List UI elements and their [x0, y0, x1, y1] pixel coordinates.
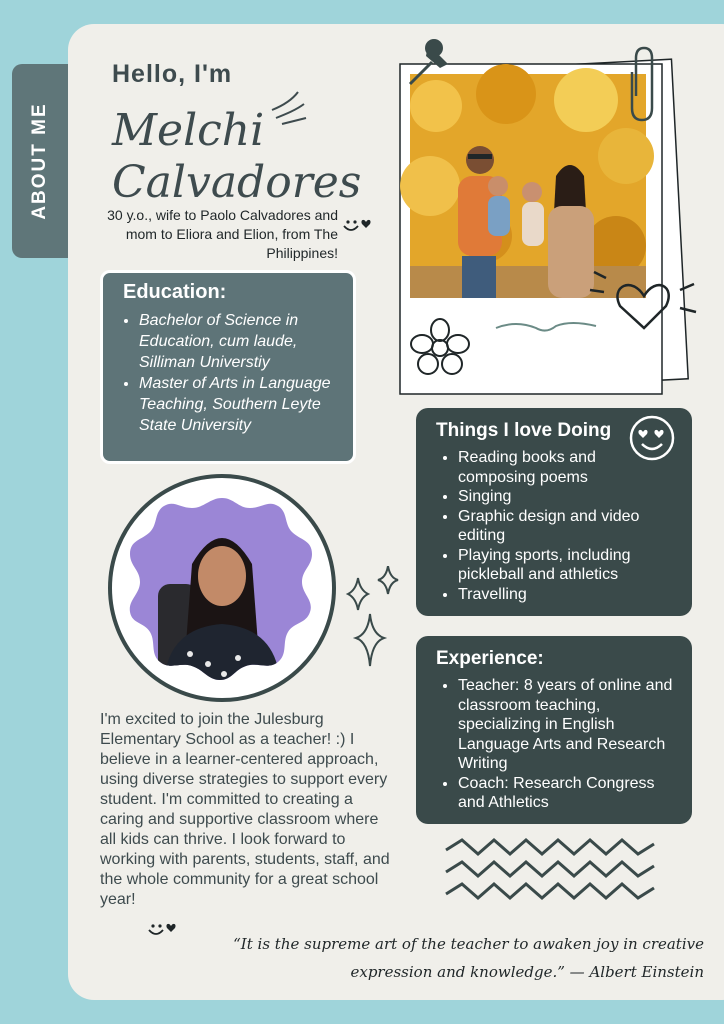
bio-paragraph: I'm excited to join the Julesburg Elementary School as a teacher! :) I believe in a learner-centered approach, using diverse strategies to support every student. I'm committed to creating a caring and supportive classroom where all kids can thrive. I look forward to working with parents, students, staff, and the whole community for a great school year! [100, 711, 390, 908]
things-item: • Playing sports, including pickleball and athletics [458, 546, 674, 585]
education-box [100, 270, 356, 464]
things-list [436, 448, 674, 604]
education-title: Education: [123, 281, 227, 303]
last-name: Calvadores [112, 157, 362, 208]
things-item: • Travelling [458, 585, 674, 605]
experience-item: • Coach: Research Congress and Athletics [458, 774, 674, 813]
about-me-label: ABOUT ME [29, 102, 50, 220]
intro-text: 30 y.o., wife to Paolo Calvadores and mom to Eliora and Elion, from The Philippines! [107, 207, 338, 261]
einstein-quote: “It is the supreme art of the teacher to awaken joy in creative expression and knowledge.” — Albert Einstein [233, 935, 704, 981]
about-me-tab [12, 64, 68, 258]
smiley-heart-icon [340, 214, 376, 238]
heart-eyes-smiley-icon [628, 414, 676, 462]
experience-box [416, 636, 692, 824]
education-list [123, 310, 339, 436]
sparkle-lines-icon [268, 88, 308, 128]
experience-list [436, 676, 674, 813]
education-item: • Master of Arts in Language Teaching, Southern Leyte State University [139, 373, 339, 436]
sparkles-icon [344, 566, 404, 670]
things-item: • Graphic design and video editing [458, 507, 674, 546]
greeting: Hello, I'm [112, 60, 233, 88]
education-item: • Bachelor of Science in Education, cum laude, Silliman Universtiy [139, 310, 339, 373]
first-name: Melchi [112, 105, 265, 156]
things-item: • Singing [458, 487, 674, 507]
family-polaroid [396, 36, 700, 396]
smiley-heart-small-icon [146, 918, 182, 942]
experience-title: Experience: [436, 648, 544, 669]
portrait-photo [128, 494, 316, 682]
zigzag-decoration-icon [442, 836, 662, 908]
things-item: • Reading books and composing poems [458, 448, 674, 487]
experience-item: • Teacher: 8 years of online and classroom teaching, specializing in English Language Arts and Research Writing [458, 676, 674, 774]
things-title: Things I love Doing [436, 420, 612, 441]
